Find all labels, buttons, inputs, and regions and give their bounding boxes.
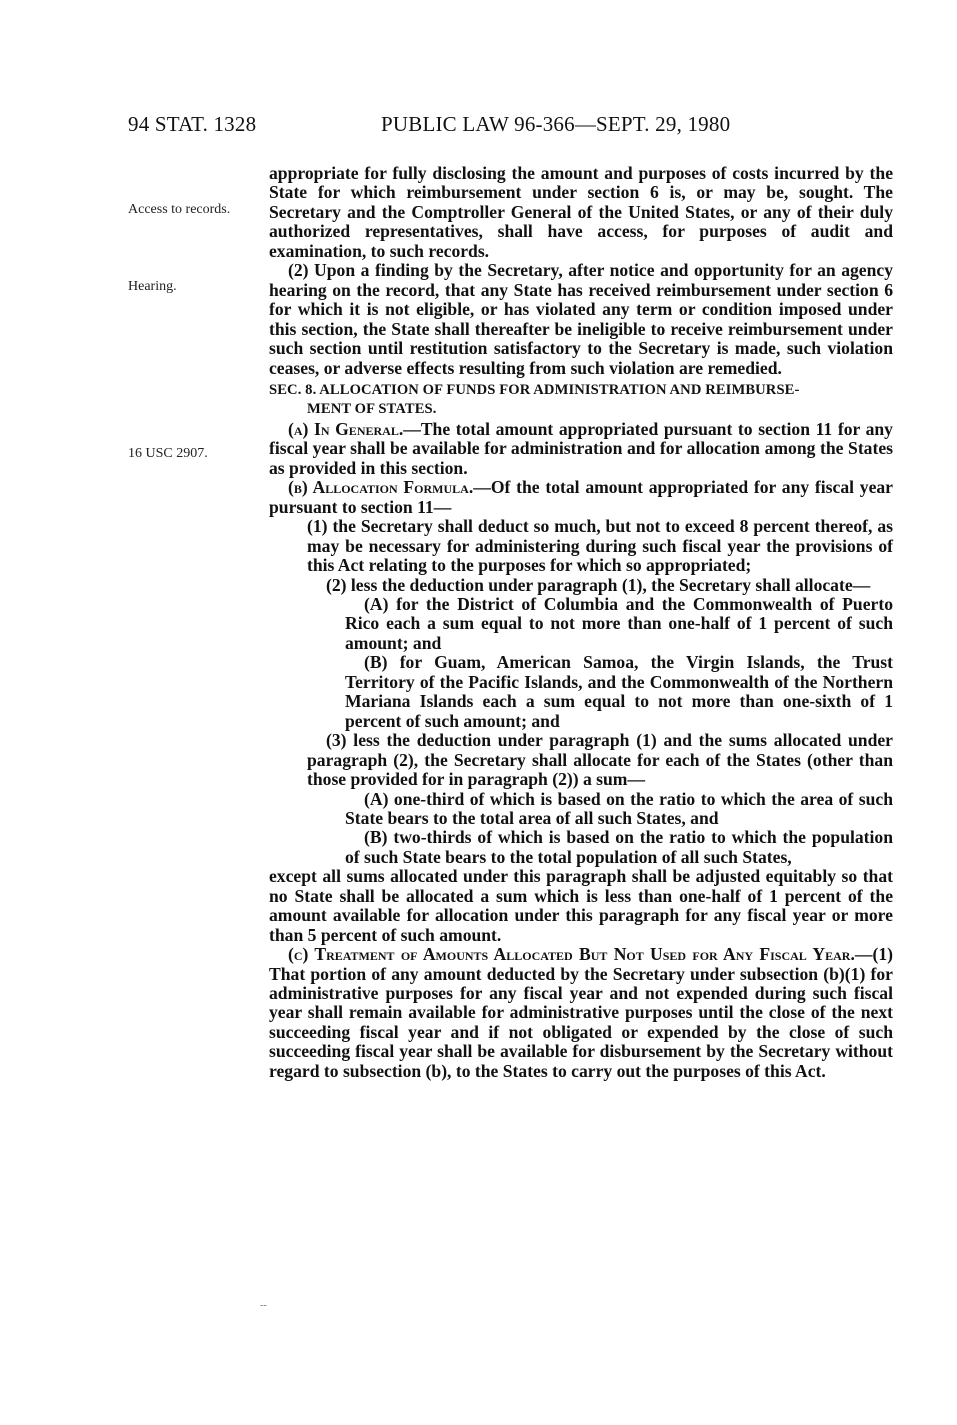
subsection-a	[269, 420, 893, 478]
section-heading-line2: MENT OF STATES.	[307, 401, 437, 418]
paragraph-b2: (2) less the deduction under paragraph (1), the Secretary shall allocate—	[326, 574, 871, 595]
paragraph-b3: (3) less the deduction under paragraph (1) and the sums allocated under paragraph (2), the Secretary shall allocate for each of the States (other than those provided for in paragraph (2)) a sum—	[307, 730, 893, 790]
paragraph-records: appropriate for fully disclosing the amount and purposes of costs incurred by the State for which reimbursement under section 6 is, or may be, sought. The Secretary and the Comptroller General of the United States, or any of their duly authorized representatives, shall have access, for purposes of audit and examination, to such records.	[269, 163, 893, 261]
margin-note-hearing: Hearing.	[128, 279, 177, 294]
subsection-c	[269, 945, 893, 1081]
paragraph-b3A: (A) one-third of which is based on the ratio to which the area of such State bears to the total area of all such States, and	[345, 788, 893, 828]
subsection-c-heading: (c) Treatment of Amounts Allocated But Not Used for Any Fiscal Year.	[288, 944, 855, 965]
margin-note-usc: 16 USC 2907.	[128, 446, 208, 461]
subsection-b	[269, 478, 893, 517]
margin-note-access: Access to records.	[128, 202, 231, 217]
subsection-b-heading: (b) Allocation Formula.	[288, 477, 474, 498]
paragraph-b2B: (B) for Guam, American Samoa, the Virgin Islands, the Trust Territory of the Pacific Islands, and the Commonwealth of the Northern Mariana Islands each a sum equal to not more than one-sixth of 1 percent of such amount; and	[345, 652, 893, 731]
subsection-a-text: —The total amount appropriated pursuant to section 11 for any fiscal year shall be available for administration and for allocation among the States as provided in this section.	[269, 418, 893, 478]
paragraph-except: except all sums allocated under this paragraph shall be adjusted equitably so that no State shall be allocated a sum which is less than one-half of 1 percent of the amount available for allocation under this paragraph for any fiscal year or more than 5 percent of such amount.	[269, 866, 893, 945]
statute-page-number: 94 STAT. 1328	[128, 112, 257, 136]
footer-mark: --	[260, 1300, 267, 1311]
section-heading-line1: SEC. 8. ALLOCATION OF FUNDS FOR ADMINISTRATION AND REIMBURSE-	[269, 381, 800, 398]
subsection-b-text: —Of the total amount appropriated for any fiscal year pursuant to section 11—	[269, 477, 893, 517]
paragraph-b2A: (A) for the District of Columbia and the Commonwealth of Puerto Rico each a sum equal to not more than one-half of 1 percent of such amount; and	[345, 593, 893, 653]
statute-text	[269, 164, 893, 1081]
paragraph-b3B: (B) two-thirds of which is based on the ratio to which the population of such State bears to the total population of all such States,	[345, 827, 893, 867]
section-heading	[269, 381, 893, 420]
public-law-citation: PUBLIC LAW 96-366—SEPT. 29, 1980	[381, 112, 731, 136]
paragraph-hearing: (2) Upon a finding by the Secretary, after notice and opportunity for an agency hearing on the record, that any State has received reimbursement under section 6 for which it is not eligible, or has violated any term or condition imposed under this section, the State shall thereafter be ineligible to receive reimbursement under such section until restitution satisfactory to the Secretary is made, such violation ceases, or adverse effects resulting from such violation are remedied.	[269, 260, 893, 378]
subsection-c-text: —(1) That portion of any amount deducted by the Secretary under subsection (b)(1) for administrative purposes for any fiscal year and not expended during such fiscal year shall remain available for administrative purposes until the close of the next succeeding fiscal year and if not obligated or expended by the close of such succeeding fiscal year shall be available for disbursement by the Secretary without regard to subsection (b), to the States to carry out the purposes of this Act.	[269, 944, 893, 1081]
subsection-a-heading: (a) In General.	[288, 418, 404, 439]
paragraph-b1: (1) the Secretary shall deduct so much, but not to exceed 8 percent thereof, as may be necessary for administering during such fiscal year the provisions of this Act relating to the purposes for which so appropriated;	[307, 516, 893, 576]
